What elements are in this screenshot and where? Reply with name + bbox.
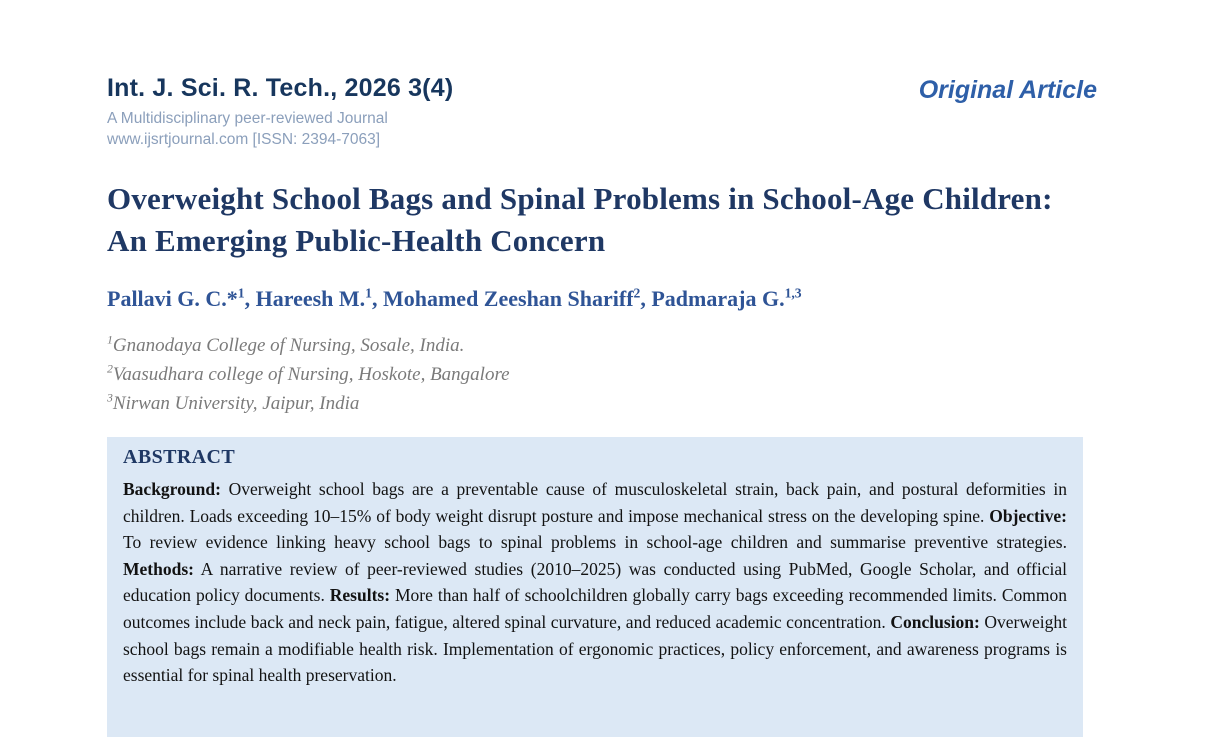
author-affiliation-marker: 1 [237,285,245,301]
author-affiliation-marker: 2 [633,285,641,301]
abstract-section-label: Results: [329,585,391,606]
abstract-body: Background: Overweight school bags are a preventable cause of musculoskeletal strain, back pain, and postural deformities in children. Loads exceeding 10–15% of body weight disrupt posture and impose mechanical stress on the developing spine. Objective: To review evidence linking heavy school bags to spinal problems in school-age children and summarise preventive strategies. Methods: A narrative review of peer-reviewed studies (2010–2025) was conducted using PubMed, Google Scholar, and official education policy documents. Results: More than half of schoolchildren globally carry bags exceeding recommended limits. Common outcomes include back and neck pain, fatigue, altered spinal curvature, and reduced academic concentration. Conclusion: Overweight school bags remain a modifiable health risk. Implementation of ergonomic practices, policy enforcement, and awareness programs is essential for spinal health preservation. [123,479,1067,686]
author-list: Pallavi G. C.*$^1$, Hareesh M.$^1$, Mohamed Zeeshan Shariff$^2$, Padmaraja G.$^{1,3}$ [107,285,802,311]
author-name: Pallavi G. C.*$^1$ [107,285,245,311]
affiliation-marker: 3 [107,391,113,405]
author-name: Hareesh M.$^1$ [255,285,372,311]
author-name: Mohamed Zeeshan Shariff$^2$ [382,285,641,311]
abstract-heading: ABSTRACT [123,446,236,468]
affiliation-line: $^2$Vaasudhara college of Nursing, Hoskote, Bangalore [107,362,510,385]
affiliation-list [107,331,1097,418]
abstract-section [107,437,1083,737]
article-type-label: Original Article [918,76,1097,104]
journal-masthead [107,74,1097,149]
affiliation-marker: 2 [107,362,113,376]
abstract-section-label: Conclusion: [890,611,980,632]
journal-subtitle: A Multidisciplinary peer-reviewed Journal [107,110,388,127]
abstract-section-label: Objective: [989,505,1067,526]
author-affiliation-marker: 1 [365,285,372,301]
author-affiliation-marker: 1,3 [784,285,802,301]
journal-name: Int. J. Sci. R. Tech., 2026 3(4) [107,74,454,102]
author-name: Padmaraja G.$^{1,3}$ [651,285,802,311]
article-title: Overweight School Bags and Spinal Problems in School-Age Children: An Emerging Public-Health Concern [107,181,1053,258]
journal-identity-block [107,74,453,149]
affiliation-line: $^1$Gnanodaya College of Nursing, Sosale, India. [107,333,465,356]
journal-website-issn: www.ijsrtjournal.com [ISSN: 2394-7063] [107,131,381,148]
abstract-section-label: Methods: [123,558,194,579]
affiliation-marker: 1 [107,333,113,347]
abstract-section-label: Background: [123,479,221,499]
affiliation-line: $^3$Nirwan University, Jaipur, India [107,391,360,414]
